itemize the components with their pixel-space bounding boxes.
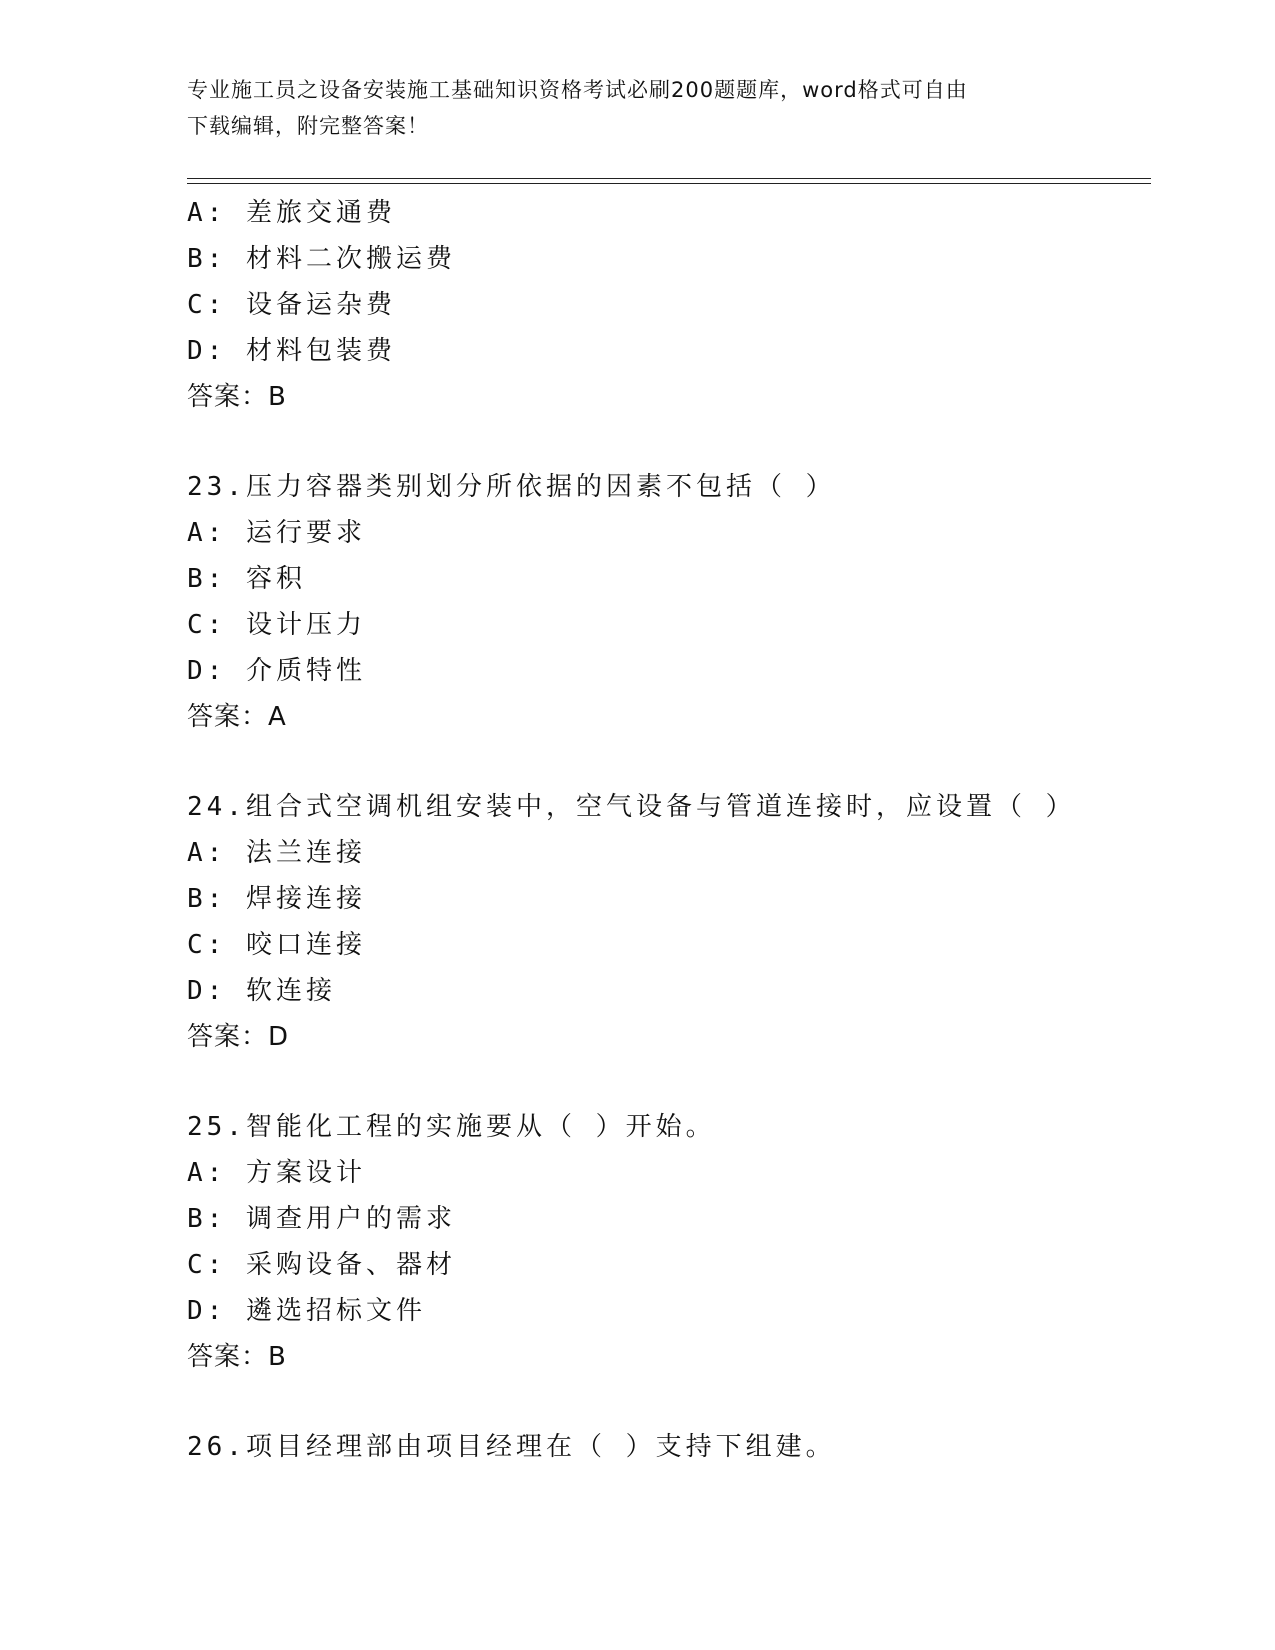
question-22-options <box>187 190 1147 420</box>
spacer <box>187 1060 1147 1104</box>
option-a: A: 差旅交通费 <box>187 198 396 228</box>
option-a: A: 运行要求 <box>187 518 366 548</box>
spacer <box>187 740 1147 784</box>
spacer <box>187 1380 1147 1424</box>
answer-line: 答案：A <box>187 702 287 732</box>
option-d: D: 介质特性 <box>187 656 366 686</box>
option-c: C: 设计压力 <box>187 610 366 640</box>
option-b: B: 材料二次搬运费 <box>187 244 456 274</box>
question-stem: 23.压力容器类别划分所依据的因素不包括（ ） <box>187 472 836 502</box>
answer-line: 答案：D <box>187 1022 290 1052</box>
document-header <box>187 72 1067 144</box>
question-stem: 24.组合式空调机组安装中，空气设备与管道连接时，应设置（ ） <box>187 792 1076 822</box>
header-line-1: 专业施工员之设备安装施工基础知识资格考试必刷200题题库，word格式可自由 <box>187 78 968 102</box>
option-b: B: 调查用户的需求 <box>187 1204 456 1234</box>
option-d: D: 遴选招标文件 <box>187 1296 426 1326</box>
answer-line: 答案：B <box>187 382 287 412</box>
option-c: C: 咬口连接 <box>187 930 366 960</box>
option-c: C: 采购设备、器材 <box>187 1250 456 1280</box>
question-24 <box>187 784 1147 1060</box>
header-divider-top <box>187 178 1151 179</box>
option-b: B: 容积 <box>187 564 306 594</box>
option-a: A: 方案设计 <box>187 1158 366 1188</box>
answer-line: 答案：B <box>187 1342 287 1372</box>
option-d: D: 软连接 <box>187 976 336 1006</box>
option-b: B: 焊接连接 <box>187 884 366 914</box>
option-d: D: 材料包装费 <box>187 336 396 366</box>
question-26 <box>187 1424 1147 1470</box>
header-line-2: 下载编辑，附完整答案！ <box>187 114 429 138</box>
question-stem: 26.项目经理部由项目经理在（ ）支持下组建。 <box>187 1432 836 1462</box>
question-list <box>187 190 1147 1470</box>
question-25 <box>187 1104 1147 1380</box>
question-23 <box>187 464 1147 740</box>
question-stem: 25.智能化工程的实施要从（ ）开始。 <box>187 1112 716 1142</box>
option-a: A: 法兰连接 <box>187 838 366 868</box>
header-divider-bottom <box>187 183 1151 184</box>
spacer <box>187 420 1147 464</box>
option-c: C: 设备运杂费 <box>187 290 396 320</box>
